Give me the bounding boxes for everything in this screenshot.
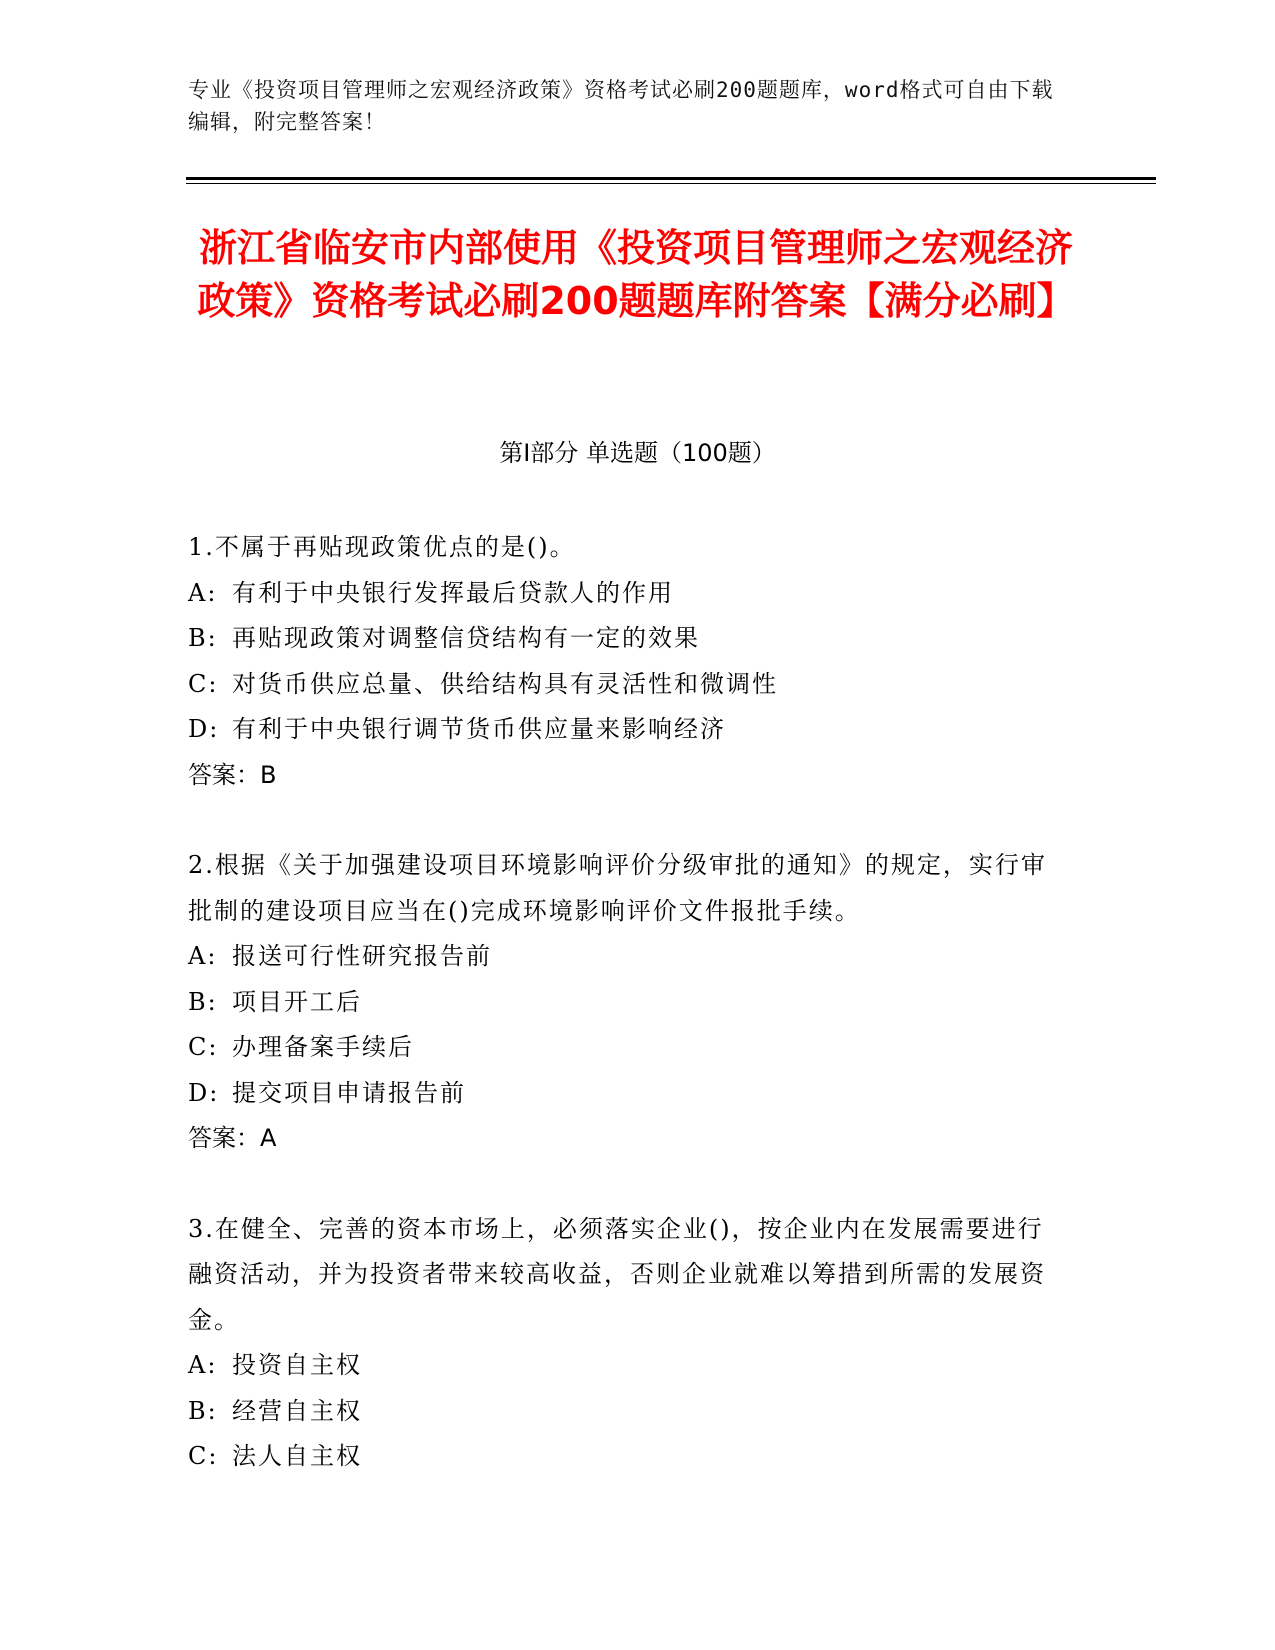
option-letter: A: (188, 942, 218, 970)
answer: 答案：A (188, 1124, 277, 1152)
section-title: 第Ⅰ部分 单选题（100题） (499, 439, 776, 467)
option-b (188, 616, 1068, 662)
option-text: 经营自主权 (232, 1396, 362, 1425)
option-c (188, 662, 1068, 708)
question-stem: 1.不属于再贴现政策优点的是()。 (188, 533, 576, 561)
option-text: 报送可行性研究报告前 (232, 942, 492, 970)
header-divider-thick (186, 177, 1156, 180)
option-text: 办理备案手续后 (232, 1033, 414, 1061)
option-letter: A: (188, 1351, 218, 1379)
question-stem: 3.在健全、完善的资本市场上，必须落实企业()，按企业内在发展需要进行融资活动，并为投资者带来较高收益，否则企业就难以筹措到所需的发展资金。 (188, 1214, 1046, 1334)
option-text: 有利于中央银行发挥最后贷款人的作用 (232, 578, 674, 607)
option-letter: B: (188, 624, 218, 652)
option-d (188, 707, 1068, 753)
question-3 (188, 1207, 1068, 1480)
answer: 答案：B (188, 760, 277, 789)
option-text: 提交项目申请报告前 (232, 1078, 466, 1107)
option-b (188, 1389, 1068, 1435)
question-list (188, 525, 1068, 1525)
option-a (188, 1343, 1068, 1389)
option-letter: D: (188, 715, 220, 743)
option-d (188, 1071, 1068, 1117)
header-divider-thin (186, 183, 1156, 184)
question-2 (188, 843, 1068, 1162)
option-letter: D: (188, 1078, 220, 1107)
header-note: 专业《投资项目管理师之宏观经济政策》资格考试必刷200题题库，word格式可自由下载编辑，附完整答案！ (188, 78, 1054, 134)
option-letter: C: (188, 669, 219, 698)
option-letter: B: (188, 987, 218, 1016)
option-text: 对货币供应总量、供给结构具有灵活性和微调性 (232, 669, 778, 698)
option-a (188, 934, 1068, 980)
question-stem: 2.根据《关于加强建设项目环境影响评价分级审批的通知》的规定，实行审批制的建设项目应当在()完成环境影响评价文件报批手续。 (188, 851, 1047, 925)
question-1 (188, 525, 1068, 798)
option-text: 有利于中央银行调节货币供应量来影响经济 (232, 715, 726, 743)
option-c (188, 1025, 1068, 1071)
option-c (188, 1434, 1068, 1480)
option-letter: A: (188, 578, 218, 607)
option-text: 再贴现政策对调整信贷结构有一定的效果 (232, 624, 700, 652)
option-b (188, 980, 1068, 1026)
option-letter: B: (188, 1396, 218, 1425)
option-text: 投资自主权 (232, 1351, 362, 1379)
option-text: 法人自主权 (232, 1442, 362, 1470)
option-letter: C: (188, 1033, 219, 1061)
option-text: 项目开工后 (232, 987, 362, 1016)
document-title: 浙江省临安市内部使用《投资项目管理师之宏观经济政策》资格考试必刷200题题库附答案【满分必刷】 (197, 226, 1075, 323)
option-letter: C: (188, 1442, 219, 1470)
option-a (188, 571, 1068, 617)
